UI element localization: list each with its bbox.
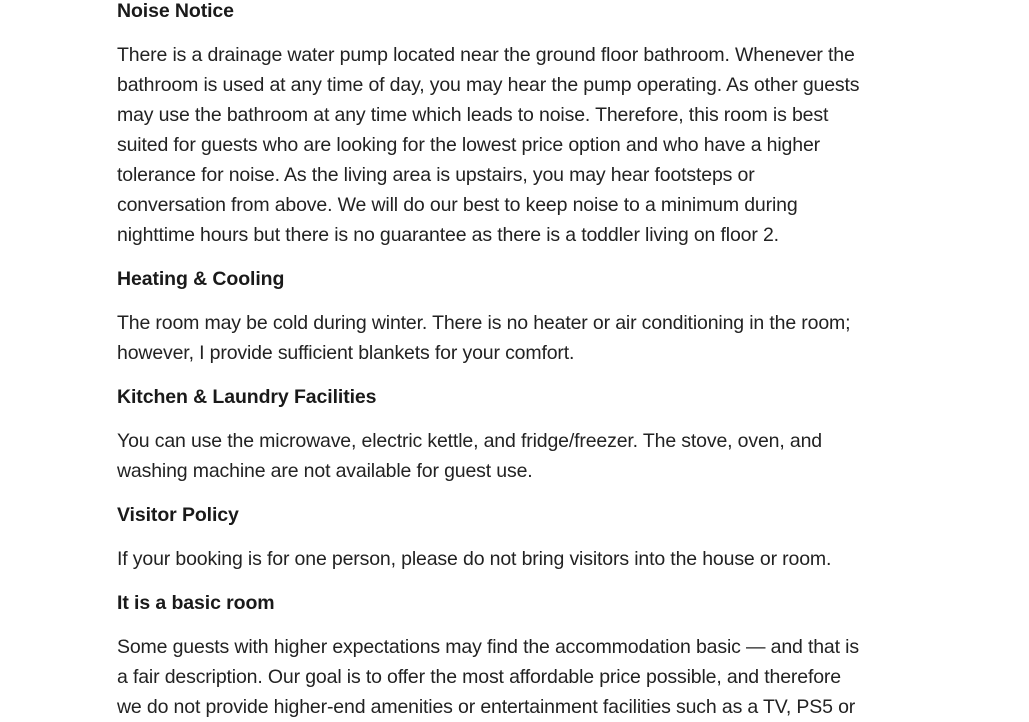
section-visitor-policy bbox=[117, 500, 917, 588]
document-body bbox=[117, 0, 917, 722]
paragraph-line: washing machine are not available for guest use. bbox=[117, 460, 533, 482]
paragraph-line: If your booking is for one person, please do not bring visitors into the house or room. bbox=[117, 548, 832, 570]
section-heading: Visitor Policy bbox=[117, 504, 239, 526]
section-heading: Heating & Cooling bbox=[117, 268, 285, 290]
paragraph-line: Some guests with higher expectations may find the accommodation basic — and that is bbox=[117, 636, 859, 658]
paragraph-line: suited for guests who are looking for the lowest price option and who have a higher bbox=[117, 134, 820, 156]
paragraph-line: nighttime hours but there is no guarantee as there is a toddler living on floor 2. bbox=[117, 224, 779, 246]
paragraph-line: bathroom is used at any time of day, you may hear the pump operating. As other guests bbox=[117, 74, 860, 96]
section-noise-notice bbox=[117, 0, 917, 264]
section-heading: It is a basic room bbox=[117, 592, 275, 614]
section-heading: Kitchen & Laundry Facilities bbox=[117, 386, 377, 408]
section-kitchen-laundry bbox=[117, 382, 917, 500]
paragraph-line: conversation from above. We will do our best to keep noise to a minimum during bbox=[117, 194, 798, 216]
paragraph-line: There is a drainage water pump located near the ground floor bathroom. Whenever the bbox=[117, 44, 855, 66]
section-heading: Noise Notice bbox=[117, 0, 234, 22]
paragraph-line: You can use the microwave, electric kettle, and fridge/freezer. The stove, oven, and bbox=[117, 430, 822, 452]
paragraph-line: a fair description. Our goal is to offer the most affordable price possible, and therefore bbox=[117, 666, 841, 688]
paragraph-line: The room may be cold during winter. There is no heater or air conditioning in the room; bbox=[117, 312, 851, 334]
paragraph-line: may use the bathroom at any time which leads to noise. Therefore, this room is best bbox=[117, 104, 829, 126]
paragraph-line: however, I provide sufficient blankets for your comfort. bbox=[117, 342, 575, 364]
section-basic-room bbox=[117, 588, 917, 722]
paragraph-line: we do not provide higher-end amenities or entertainment facilities such as a TV, PS5 or bbox=[117, 696, 856, 718]
section-heating-cooling bbox=[117, 264, 917, 382]
paragraph-line: tolerance for noise. As the living area is upstairs, you may hear footsteps or bbox=[117, 164, 755, 186]
